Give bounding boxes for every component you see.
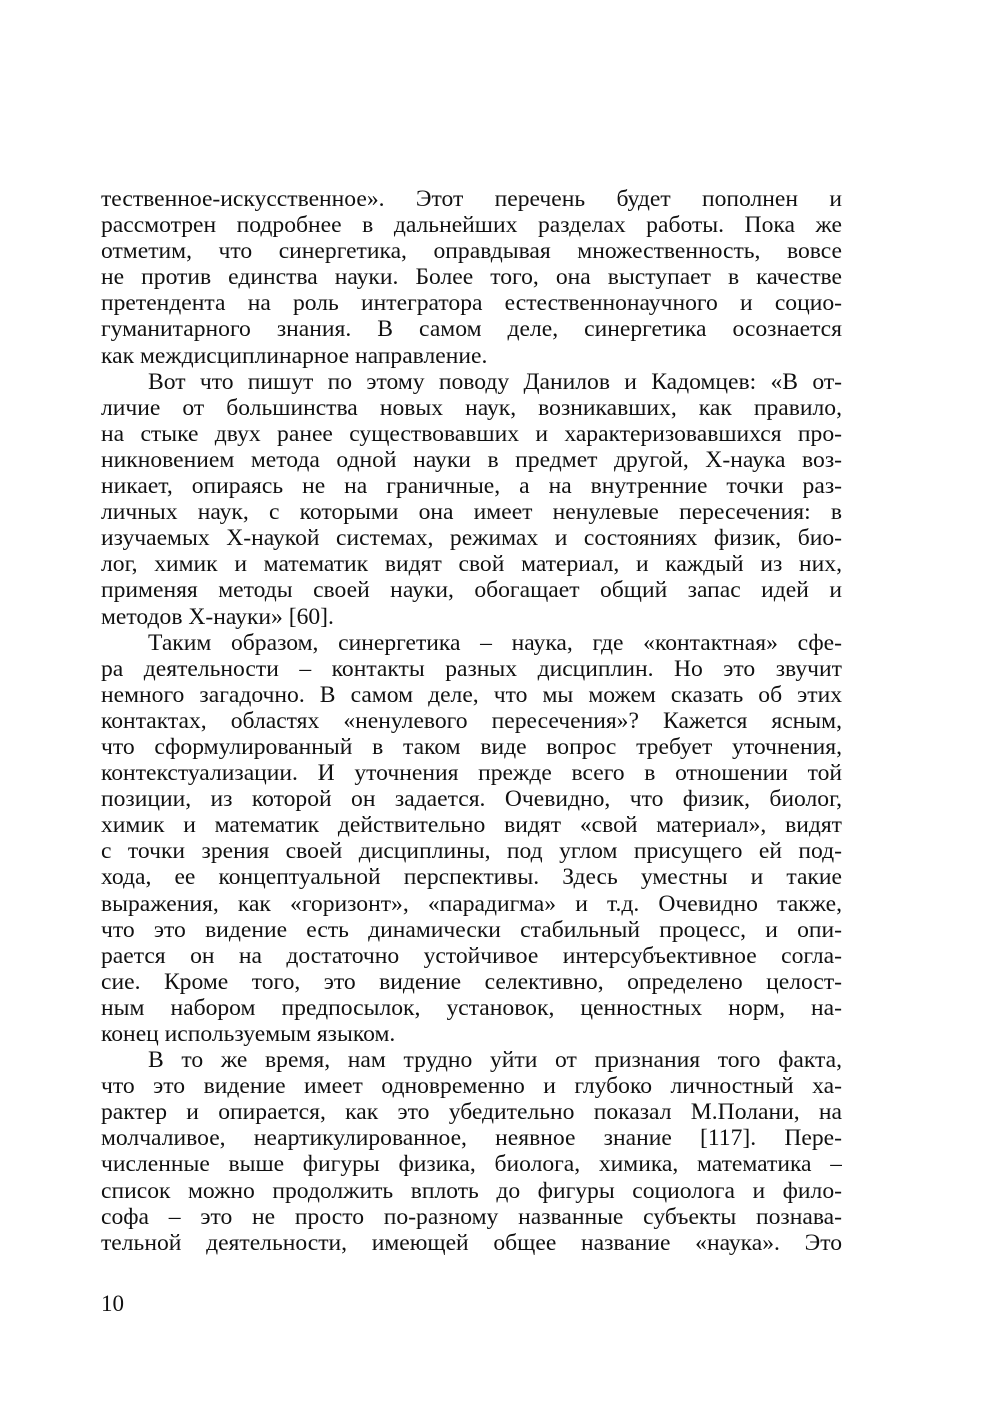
text-line: рассмотрен подробнее в дальнейших разделах работы. Пока же bbox=[101, 212, 842, 239]
text-line: контекстуализации. И уточнения прежде всего в отношении той bbox=[101, 760, 842, 787]
text-line: никновением метода одной науки в предмет другой, X-наука воз- bbox=[101, 446, 842, 473]
text-line: никает, опираясь не на граничные, а на внутренние точки раз- bbox=[101, 473, 842, 500]
text-line: тельной деятельности, имеющей общее название «наука». Это bbox=[101, 1229, 842, 1256]
text-line: софа – это не просто по-разному названные субъекты познава- bbox=[101, 1203, 842, 1230]
paragraph bbox=[101, 630, 842, 1048]
text-line: методов X-науки» [60]. bbox=[101, 603, 334, 630]
text-line: личие от большинства новых наук, возникавших, как правило, bbox=[101, 394, 842, 421]
text-line: Таким образом, синергетика – наука, где «контактная» сфе- bbox=[148, 629, 842, 656]
paragraph bbox=[101, 369, 842, 630]
text-line: ным набором предпосылок, установок, ценностных норм, на- bbox=[101, 994, 842, 1021]
text-line: контактах, областях «ненулевого пересечения»? Кажется ясным, bbox=[101, 707, 842, 734]
text-line: не против единства науки. Более того, она выступает в качестве bbox=[101, 264, 842, 291]
paragraph bbox=[101, 1047, 842, 1256]
body-text bbox=[101, 186, 842, 1256]
text-line: с точки зрения своей дисциплины, под углом присущего ей под- bbox=[101, 838, 842, 865]
text-line: Вот что пишут по этому поводу Данилов и Кадомцев: «В от- bbox=[148, 368, 842, 395]
text-line: применяя методы своей науки, обогащает общий запас идей и bbox=[101, 577, 842, 604]
text-line: выражения, как «горизонт», «парадигма» и т.д. Очевидно также, bbox=[101, 890, 842, 917]
text-line: сие. Кроме того, это видение селективно, определено целост- bbox=[101, 968, 842, 995]
text-line: немного загадочно. В самом деле, что мы можем сказать об этих bbox=[101, 681, 842, 708]
text-line: молчаливое, неартикулированное, неявное знание [117]. Пере- bbox=[101, 1125, 842, 1152]
paragraph bbox=[101, 186, 842, 369]
text-line: В то же время, нам трудно уйти от признания того факта, bbox=[148, 1047, 842, 1074]
text-line: хода, ее концептуальной перспективы. Здесь уместны и такие bbox=[101, 864, 842, 891]
text-line: на стыке двух ранее существовавших и характеризовавшихся про- bbox=[101, 420, 842, 447]
text-line: тественное-искусственное». Этот перечень будет пополнен и bbox=[101, 186, 842, 212]
text-line: изучаемых X-наукой системах, режимах и состояниях физик, био- bbox=[101, 525, 842, 552]
text-line: численные выше фигуры физика, биолога, химика, математика – bbox=[101, 1151, 842, 1178]
text-line: список можно продолжить вплоть до фигуры социолога и фило- bbox=[101, 1177, 842, 1204]
text-line: что это видение имеет одновременно и глубоко личностный ха- bbox=[101, 1073, 842, 1100]
text-line: ра деятельности – контакты разных дисциплин. Но это звучит bbox=[101, 655, 842, 682]
page-number: 10 bbox=[101, 1291, 124, 1316]
text-line: претендента на роль интегратора естественнонаучного и социо- bbox=[101, 290, 842, 317]
text-line: химик и математик действительно видят «свой материал», видят bbox=[101, 812, 842, 839]
text-line: конец используемым языком. bbox=[101, 1021, 396, 1047]
text-line: личных наук, с которыми она имеет ненулевые пересечения: в bbox=[101, 499, 842, 526]
text-line: что сформулированный в таком виде вопрос требует уточнения, bbox=[101, 733, 842, 760]
text-line: позиции, из которой он задается. Очевидно, что физик, биолог, bbox=[101, 786, 842, 813]
text-line: отметим, что синергетика, оправдывая множественность, вовсе bbox=[101, 238, 842, 265]
text-line: рается он на достаточно устойчивое интерсубъективное согла- bbox=[101, 942, 842, 969]
text-line: что это видение есть динамически стабильный процесс, и опи- bbox=[101, 916, 842, 943]
text-line: рактер и опирается, как это убедительно показал М.Полани, на bbox=[101, 1099, 842, 1126]
text-line: как междисциплинарное направление. bbox=[101, 342, 488, 369]
text-line: гуманитарного знания. В самом деле, синергетика осознается bbox=[101, 316, 842, 343]
text-line: лог, химик и математик видят свой материал, и каждый из них, bbox=[101, 551, 842, 578]
